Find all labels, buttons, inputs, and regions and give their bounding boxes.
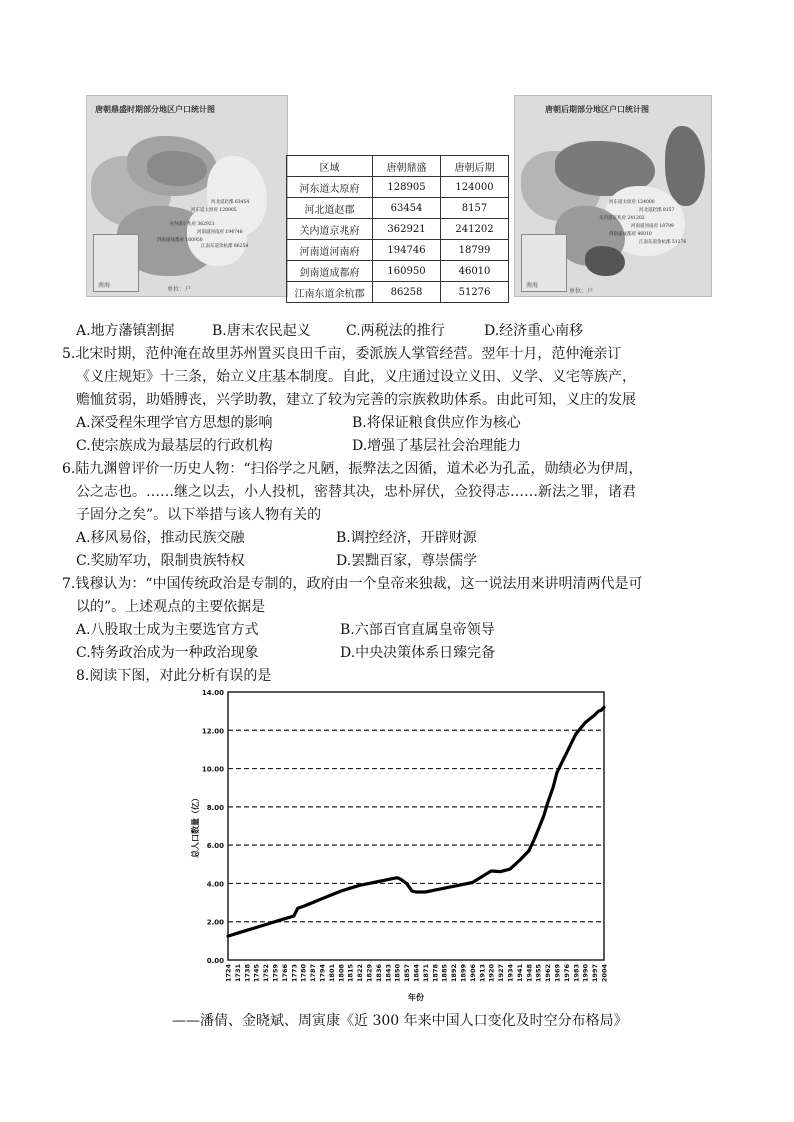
table-header: 唐朝鼎盛 (373, 156, 441, 177)
chart-y-tick-label: 2.00 (206, 918, 224, 927)
chart-x-ticks (225, 964, 609, 983)
map-region (665, 126, 705, 206)
map-label: 河南道河南府 18799 (631, 224, 674, 229)
inset-label: 南海 (526, 282, 539, 289)
table-row (287, 240, 509, 261)
table-row (287, 282, 509, 303)
map-label: 河东道太原府 124000 (609, 200, 655, 205)
table-cell: 160950 (373, 261, 441, 282)
table-cell: 河南道河南府 (287, 240, 373, 261)
map-label: 河东道太原府 128905 (191, 208, 237, 213)
map-label: 江南东道余杭郡 51276 (639, 240, 687, 245)
chart-x-tick-label: 1983 (572, 964, 581, 983)
map-label: 剑南道成都府 160950 (157, 238, 203, 243)
chart-x-tick-label: 1766 (280, 964, 289, 983)
q6-stem-line: 公之志也。……继之以去，小人投机，密替其决，忠朴屏伏，佥狡得志……新法之罪，诸君 (76, 484, 636, 500)
chart-series-line (228, 707, 604, 936)
table-header: 区域 (287, 156, 373, 177)
q7-stem-line: 以的”。上述观点的主要依据是 (76, 599, 266, 615)
chart-x-tick-label: 1808 (337, 964, 346, 983)
chart-x-tick-label: 1738 (243, 964, 252, 983)
chart-x-tick-label: 1829 (365, 964, 374, 983)
chart-x-tick-label: 1934 (506, 964, 515, 983)
table-cell: 江南东道余杭郡 (287, 282, 373, 303)
table-cell: 46010 (441, 261, 509, 282)
map-inset (93, 234, 139, 292)
map-tang-peak (86, 95, 288, 297)
table-cell: 河北道赵郡 (287, 198, 373, 219)
chart-x-tick-label: 1822 (356, 964, 365, 983)
map-unit: 单位：户 (569, 288, 594, 295)
chart-y-tick-label: 0.00 (206, 957, 224, 965)
chart-x-tick-label: 1927 (497, 964, 506, 983)
q5-option-b: B.将保证粮食供应作为核心 (352, 415, 521, 431)
q4-option-d: D.经济重心南移 (484, 323, 584, 339)
map-title: 唐朝鼎盛时期部分地区户口统计图 (95, 104, 215, 114)
chart-y-tick-label: 10.00 (201, 765, 224, 774)
chart-x-tick-label: 1899 (459, 964, 468, 983)
chart-x-tick-label: 1878 (431, 964, 440, 983)
table-cell: 8157 (441, 198, 509, 219)
chart-x-tick-label: 1731 (233, 964, 242, 983)
table-cell: 63454 (373, 198, 441, 219)
chart-x-tick-label: 1969 (553, 964, 562, 983)
table-cell: 128905 (373, 177, 441, 198)
chart-x-tick-label: 1801 (327, 964, 336, 983)
map-inset (521, 234, 567, 292)
chart-x-tick-label: 1976 (562, 964, 571, 983)
map-region (147, 151, 207, 186)
table-header-row (287, 156, 509, 177)
chart-y-axis-label: 总人口数量（亿） (191, 794, 200, 858)
q4-option-c: C.两税法的推行 (346, 323, 445, 339)
chart-x-tick-label: 1773 (290, 964, 299, 983)
chart-x-axis-label: 年份 (408, 993, 424, 1002)
table-row (287, 198, 509, 219)
table-cell: 18799 (441, 240, 509, 261)
chart-x-tick-label: 1990 (581, 964, 590, 983)
table-cell: 关内道京兆府 (287, 219, 373, 240)
q5-stem-line: 《义庄规矩》十三条，始立义庄基本制度。自此，义庄通过设立义田、义学、义宅等族产， (76, 369, 636, 385)
chart-x-tick-label: 1941 (515, 964, 524, 983)
chart-x-tick-label: 1843 (384, 964, 393, 983)
population-table (286, 155, 509, 303)
q5-stem-line: 赡恤贫弱，助婚膊丧，兴学助教，建立了较为完善的宗族救助体系。由此可知，义庄的发展 (76, 392, 636, 408)
chart-x-tick-label: 1759 (271, 964, 280, 983)
q5-option-d: D.增强了基层社会治理能力 (352, 438, 522, 454)
map-tang-late (514, 95, 712, 297)
q6-option-b: B.调控经济，开辟财源 (336, 530, 477, 546)
map-region (585, 246, 625, 276)
map-label: 河北道赵郡 8157 (639, 208, 675, 213)
table-cell: 124000 (441, 177, 509, 198)
chart-x-tick-label: 1906 (468, 964, 477, 983)
chart-x-tick-label: 1745 (252, 964, 261, 983)
table-header: 唐朝后期 (441, 156, 509, 177)
chart-y-tick-label: 4.00 (206, 880, 224, 889)
q4-option-b: B.唐末农民起义 (212, 323, 311, 339)
chart-x-tick-label: 1857 (403, 964, 412, 983)
chart-x-tick-label: 1850 (393, 964, 402, 983)
q7-option-a: A.八股取士成为主要选官方式 (76, 622, 259, 638)
q4-option-a: A.地方藩镇割据 (76, 323, 175, 339)
table-cell: 河东道太原府 (287, 177, 373, 198)
table-row (287, 219, 509, 240)
q7-option-c: C.特务政治成为一种政治现象 (76, 645, 259, 661)
q5-option-a: A.深受程朱理学官方思想的影响 (76, 415, 273, 431)
q6-option-a: A.移风易俗，推动民族交融 (76, 530, 245, 546)
table-cell: 194746 (373, 240, 441, 261)
chart-x-tick-label: 1780 (299, 964, 308, 983)
chart-x-tick-label: 1920 (487, 964, 496, 983)
chart-x-tick-label: 1885 (440, 964, 449, 983)
table-row (287, 177, 509, 198)
map-label: 河南道河南府 194746 (197, 230, 243, 235)
chart-x-tick-label: 1962 (544, 964, 553, 983)
q5-option-c: C.使宗族成为最基层的行政机构 (76, 438, 273, 454)
chart-y-tick-label: 6.00 (206, 842, 224, 851)
q7-stem-line: 7.钱穆认为：“中国传统政治是专制的，政府由一个皇帝来独裁，这一说法用来讲明清两代是可 (62, 576, 643, 592)
q6-option-c: C.奖励军功，限制贵族特权 (76, 553, 245, 569)
table-cell: 241202 (441, 219, 509, 240)
chart-y-ticks (202, 689, 224, 965)
q6-stem-line: 6.陆九渊曾评价一历史人物：“扫俗学之凡陋，振弊法之因循，道术必为孔孟，勋绩必为伊周， (62, 461, 643, 477)
chart-x-tick-label: 2004 (600, 964, 609, 983)
chart-x-tick-label: 1836 (374, 964, 383, 983)
chart-series (228, 707, 604, 936)
q8-stem: 8.阅读下图，对此分析有误的是 (76, 668, 272, 684)
chart-source: ——潘倩、金晓斌、周寅康《近 300 年来中国人口变化及时空分布格局》 (172, 1013, 628, 1029)
chart-x-tick-label: 1787 (309, 964, 318, 983)
chart-y-tick-label: 8.00 (206, 803, 224, 812)
chart-x-tick-label: 1892 (450, 964, 459, 983)
table-cell: 51276 (441, 282, 509, 303)
inset-label: 南海 (98, 282, 111, 289)
chart-x-tick-label: 1948 (525, 964, 534, 983)
q7-option-b: B.六部百官直属皇帝领导 (340, 622, 495, 638)
table-cell: 剑南道成都府 (287, 261, 373, 282)
chart-x-tick-label: 1724 (224, 964, 233, 983)
chart-x-tick-label: 1815 (346, 964, 355, 983)
map-label: 江南东道余杭郡 86258 (201, 244, 249, 249)
chart-x-tick-label: 1913 (478, 964, 487, 983)
chart-x-tick-label: 1794 (318, 964, 327, 983)
q5-stem-line: 5.北宋时期，范仲淹在故里苏州置买良田千亩，委派族人掌管经营。翌年十月，范仲淹亲订 (62, 346, 622, 362)
map-label: 关内道京兆府 241202 (599, 216, 645, 221)
q7-option-d: D.中央决策体系日臻完备 (340, 645, 496, 661)
map-label: 剑南道成都府 46010 (609, 232, 652, 237)
map-label: 河北道赵郡 63454 (211, 200, 250, 205)
chart-x-tick-label: 1871 (421, 964, 430, 983)
chart-y-tick-label: 12.00 (201, 727, 224, 736)
chart-x-tick-label: 1997 (591, 964, 600, 983)
q6-stem-line: 子固分之矣”。以下举措与该人物有关的 (76, 507, 322, 523)
map-unit: 单位：户 (167, 286, 192, 293)
population-chart (190, 686, 620, 1006)
chart-x-tick-label: 1864 (412, 964, 421, 983)
chart-x-tick-label: 1955 (534, 964, 543, 983)
q6-option-d: D.罢黜百家，尊崇儒学 (336, 553, 478, 569)
table-cell: 86258 (373, 282, 441, 303)
table-row (287, 261, 509, 282)
map-title: 唐朝后期部分地区户口统计图 (545, 104, 649, 114)
chart-x-tick-label: 1752 (262, 964, 271, 983)
map-label: 关内道京兆府 362921 (169, 222, 215, 227)
chart-y-tick-label: 14.00 (201, 689, 224, 697)
table-cell: 362921 (373, 219, 441, 240)
